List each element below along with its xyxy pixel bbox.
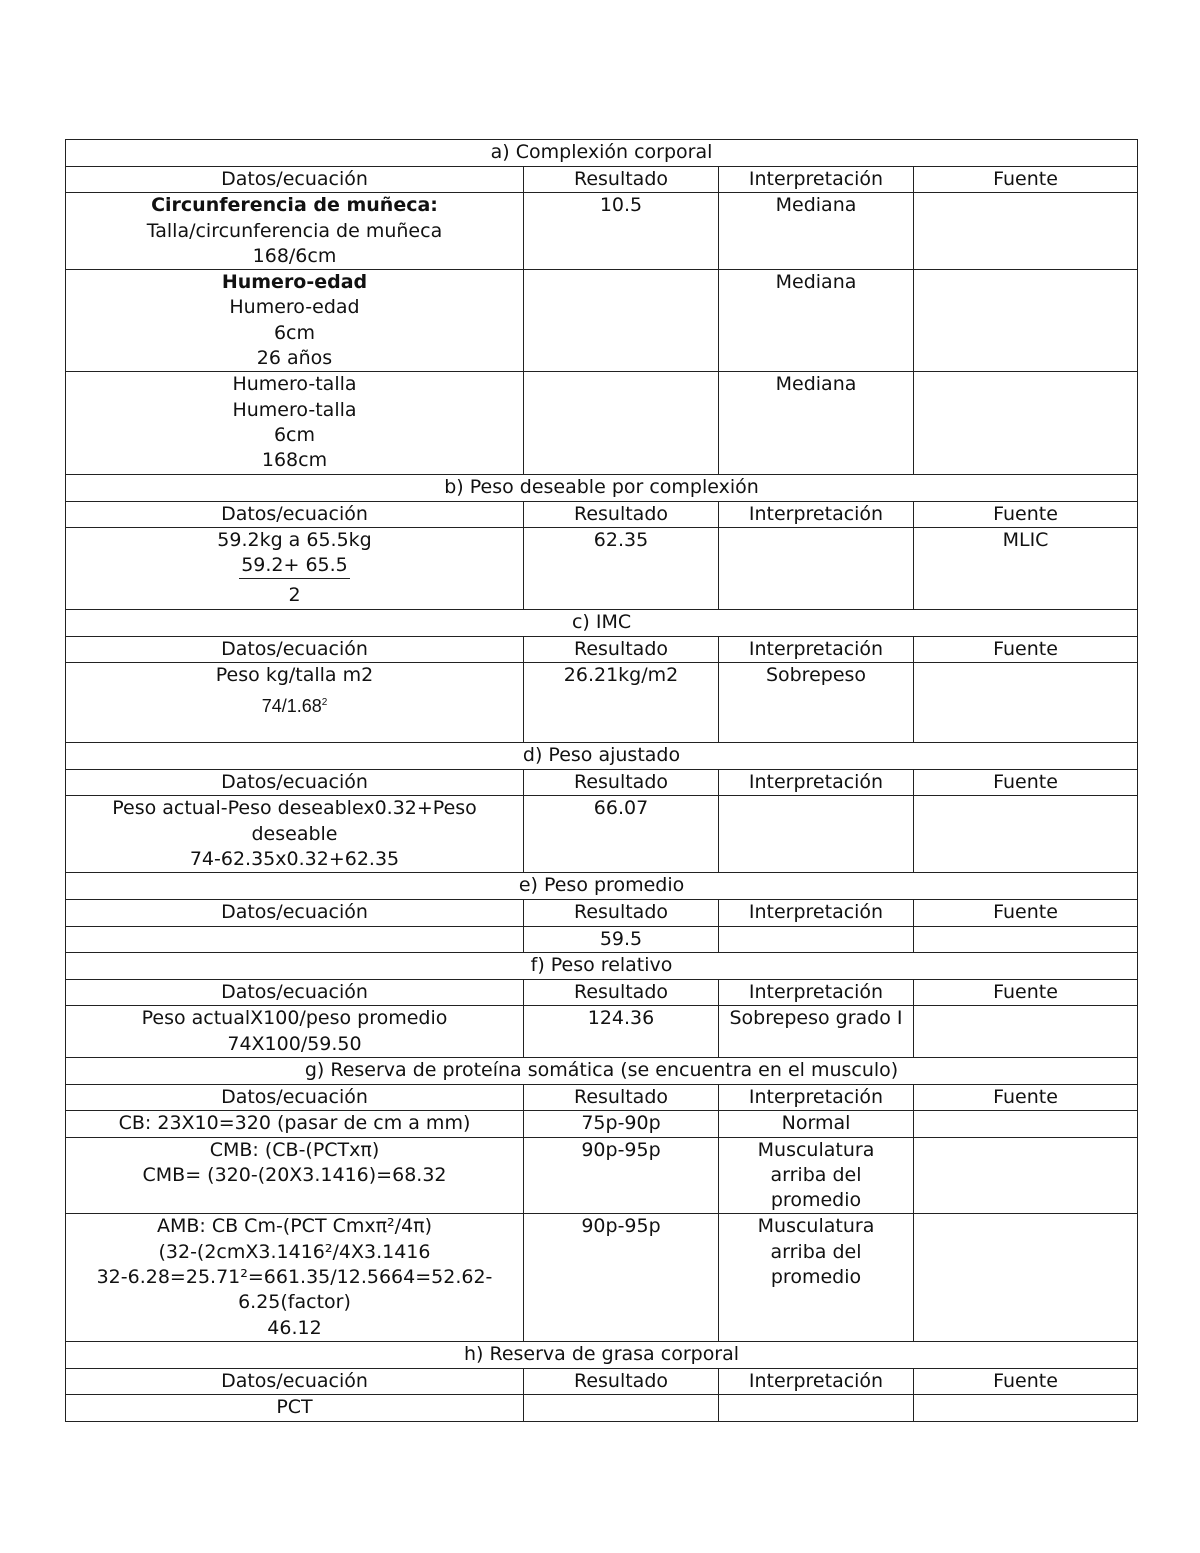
section-title: h) Reserva de grasa corporal: [66, 1341, 1138, 1368]
resultado-cell: 59.5: [524, 926, 719, 952]
section-b-row: [66, 474, 1138, 501]
fuente-cell: [914, 926, 1138, 952]
formula-line: Humero-talla: [232, 373, 357, 396]
column-header-datos: Datos/ecuación: [66, 1084, 524, 1110]
interpretacion-cell: [719, 527, 914, 609]
section-title: d) Peso ajustado: [66, 743, 1138, 770]
column-header-fuente: Fuente: [914, 636, 1138, 662]
interpretation-line: Musculatura: [757, 1138, 875, 1161]
column-header-interpretacion: Interpretación: [719, 636, 914, 662]
interpretacion-cell: Sobrepeso grado I: [719, 1006, 914, 1058]
column-header-interpretacion: Interpretación: [719, 770, 914, 796]
section-title: c) IMC: [66, 609, 1138, 636]
interpretacion-cell: [719, 1395, 914, 1421]
column-header-datos: Datos/ecuación: [66, 900, 524, 926]
datos-cell: [66, 372, 524, 474]
formula-line: 6cm: [273, 321, 316, 344]
resultado-cell: [524, 270, 719, 372]
table-row: [66, 796, 1138, 873]
fuente-cell: [914, 270, 1138, 372]
table-row: [66, 527, 1138, 609]
bmi-formula-base: 74/1.68: [261, 696, 322, 717]
table-row: [66, 1137, 1138, 1214]
column-header-fuente: Fuente: [914, 900, 1138, 926]
datos-cell: [66, 193, 524, 270]
fuente-cell: [914, 1214, 1138, 1341]
interpretacion-cell: Mediana: [719, 193, 914, 270]
interpretacion-cell: [719, 796, 914, 873]
resultado-cell: 66.07: [524, 796, 719, 873]
section-title: g) Reserva de proteína somática (se encuentra en el musculo): [66, 1057, 1138, 1084]
formula-line: 59.2kg a 65.5kg: [217, 528, 372, 551]
table-row: [66, 270, 1138, 372]
fuente-cell: [914, 1137, 1138, 1214]
formula-line: 168/6cm: [252, 244, 337, 267]
table-row: [66, 663, 1138, 743]
interpretacion-cell: Sobrepeso: [719, 663, 914, 743]
fuente-cell: [914, 663, 1138, 743]
resultado-cell: 90p-95p: [524, 1214, 719, 1341]
formula-line: Humero-talla: [232, 398, 357, 421]
column-header-fuente: Fuente: [914, 501, 1138, 527]
column-header-datos: Datos/ecuación: [66, 980, 524, 1006]
fuente-cell: [914, 1006, 1138, 1058]
formula-line: 74-62.35x0.32+62.35: [189, 848, 400, 871]
formula-line: 168cm: [261, 449, 328, 472]
table-row: [66, 1111, 1138, 1137]
fuente-cell: MLIC: [914, 527, 1138, 609]
formula-line: Peso actualX100/peso promedio: [141, 1007, 448, 1030]
resultado-cell: 26.21kg/m2: [524, 663, 719, 743]
column-header-resultado: Resultado: [524, 1084, 719, 1110]
table-row: [66, 1006, 1138, 1058]
datos-cell: CB: 23X10=320 (pasar de cm a mm): [66, 1111, 524, 1137]
interpretation-line: arriba del: [770, 1163, 862, 1186]
resultado-cell: 75p-90p: [524, 1111, 719, 1137]
formula-line: (32-(2cmX3.1416²/4X3.1416: [158, 1240, 431, 1263]
interpretation-line: promedio: [770, 1266, 862, 1289]
column-header-fuente: Fuente: [914, 1084, 1138, 1110]
header-row: [66, 1084, 1138, 1110]
column-header-datos: Datos/ecuación: [66, 167, 524, 193]
section-title: a) Complexión corporal: [66, 140, 1138, 167]
header-row: [66, 501, 1138, 527]
column-header-interpretacion: Interpretación: [719, 1084, 914, 1110]
datos-cell: [66, 527, 524, 609]
column-header-interpretacion: Interpretación: [719, 501, 914, 527]
header-row: [66, 1368, 1138, 1394]
datos-cell: [66, 1006, 524, 1058]
section-title: e) Peso promedio: [66, 873, 1138, 900]
column-header-resultado: Resultado: [524, 1368, 719, 1394]
column-header-datos: Datos/ecuación: [66, 501, 524, 527]
formula-line: 26 años: [256, 347, 333, 370]
datos-cell: [66, 270, 524, 372]
interpretation-line: Musculatura: [757, 1215, 875, 1238]
column-header-datos: Datos/ecuación: [66, 770, 524, 796]
section-f-row: [66, 953, 1138, 980]
section-title: b) Peso deseable por complexión: [66, 474, 1138, 501]
fraction-numerator: 59.2+ 65.5: [239, 553, 350, 579]
table-row: [66, 1395, 1138, 1421]
section-d-row: [66, 743, 1138, 770]
datos-cell: [66, 926, 524, 952]
interpretation-line: arriba del: [770, 1240, 862, 1263]
formula-line: 46.12: [267, 1316, 322, 1339]
fraction: [239, 553, 350, 609]
datos-cell: [66, 1214, 524, 1341]
formula-line: 74X100/59.50: [227, 1032, 362, 1055]
table-row: [66, 372, 1138, 474]
column-header-resultado: Resultado: [524, 900, 719, 926]
bmi-formula: [262, 696, 328, 716]
resultado-cell: 124.36: [524, 1006, 719, 1058]
column-header-resultado: Resultado: [524, 501, 719, 527]
resultado-cell: 10.5: [524, 193, 719, 270]
fuente-cell: [914, 796, 1138, 873]
resultado-cell: [524, 1395, 719, 1421]
column-header-resultado: Resultado: [524, 636, 719, 662]
formula-line: AMB: CB Cm-(PCT Cmxπ²/4π): [156, 1215, 433, 1238]
formula-line: 6cm: [273, 423, 316, 446]
section-e-row: [66, 873, 1138, 900]
interpretacion-cell: Mediana: [719, 372, 914, 474]
fuente-cell: [914, 1111, 1138, 1137]
column-header-interpretacion: Interpretación: [719, 900, 914, 926]
table-row: [66, 926, 1138, 952]
interpretacion-cell: [719, 1137, 914, 1214]
formula-line: Peso actual-Peso deseablex0.32+Peso: [112, 797, 477, 820]
header-row: [66, 980, 1138, 1006]
nutrition-assessment-table: [65, 139, 1138, 1422]
column-header-fuente: Fuente: [914, 1368, 1138, 1394]
interpretation-line: promedio: [770, 1189, 862, 1212]
header-row: [66, 900, 1138, 926]
header-row: [66, 770, 1138, 796]
fuente-cell: [914, 1395, 1138, 1421]
datos-cell: [66, 796, 524, 873]
section-g-row: [66, 1057, 1138, 1084]
resultado-cell: [524, 372, 719, 474]
section-title: f) Peso relativo: [66, 953, 1138, 980]
formula-line: CMB= (320-(20X3.1416)=68.32: [142, 1163, 447, 1186]
header-row: [66, 636, 1138, 662]
header-row: [66, 167, 1138, 193]
column-header-datos: Datos/ecuación: [66, 636, 524, 662]
section-c-row: [66, 609, 1138, 636]
formula-line: 6.25(factor): [238, 1291, 351, 1314]
column-header-interpretacion: Interpretación: [719, 980, 914, 1006]
column-header-resultado: Resultado: [524, 980, 719, 1006]
datos-cell: PCT: [66, 1395, 524, 1421]
column-header-fuente: Fuente: [914, 980, 1138, 1006]
row-heading: Circunferencia de muñeca:: [151, 194, 438, 217]
row-heading: Humero-edad: [221, 271, 368, 294]
interpretacion-cell: [719, 926, 914, 952]
column-header-datos: Datos/ecuación: [66, 1368, 524, 1394]
formula-line: Peso kg/talla m2: [215, 664, 374, 687]
resultado-cell: 62.35: [524, 527, 719, 609]
formula-line: Humero-edad: [229, 296, 360, 319]
formula-line: deseable: [251, 822, 338, 845]
interpretacion-cell: [719, 1214, 914, 1341]
column-header-interpretacion: Interpretación: [719, 167, 914, 193]
interpretacion-cell: Mediana: [719, 270, 914, 372]
column-header-fuente: Fuente: [914, 770, 1138, 796]
column-header-fuente: Fuente: [914, 167, 1138, 193]
bmi-formula-exponent: 2: [321, 697, 328, 709]
datos-cell: [66, 1137, 524, 1214]
section-h-row: [66, 1341, 1138, 1368]
column-header-resultado: Resultado: [524, 167, 719, 193]
interpretacion-cell: Normal: [719, 1111, 914, 1137]
fraction-denominator: 2: [288, 584, 301, 607]
datos-cell: [66, 663, 524, 743]
column-header-resultado: Resultado: [524, 770, 719, 796]
formula-line: 32-6.28=25.71²=661.35/12.5664=52.62-: [96, 1266, 493, 1289]
formula-line: CMB: (CB-(PCTxπ): [209, 1138, 380, 1161]
table-row: [66, 1214, 1138, 1341]
fuente-cell: [914, 193, 1138, 270]
section-a-row: [66, 140, 1138, 167]
column-header-interpretacion: Interpretación: [719, 1368, 914, 1394]
table-row: [66, 193, 1138, 270]
formula-line: Talla/circunferencia de muñeca: [146, 219, 443, 242]
resultado-cell: 90p-95p: [524, 1137, 719, 1214]
fuente-cell: [914, 372, 1138, 474]
